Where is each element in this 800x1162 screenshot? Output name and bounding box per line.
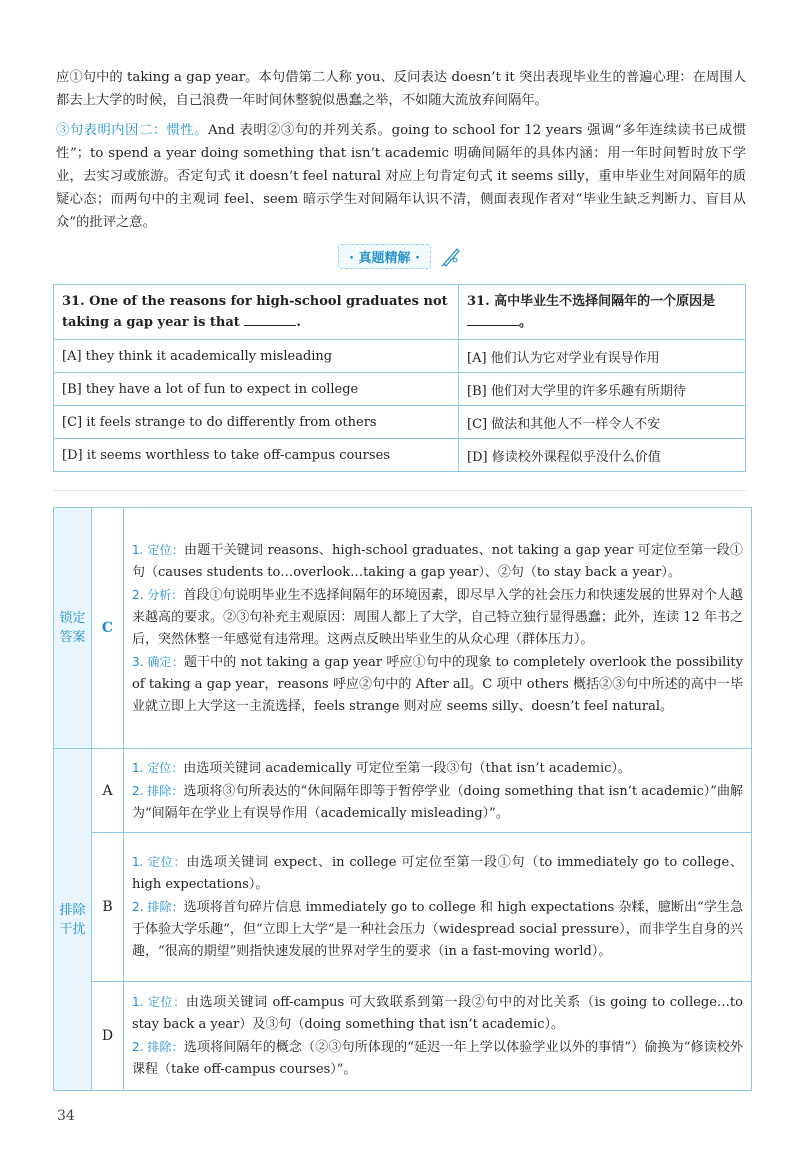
option-cn: [C] 做法和其他人不一样令人不安 (459, 406, 746, 439)
analysis-paragraph-2 (56, 119, 746, 234)
option-cn: [D] 修读校外课程似乎没什么价值 (459, 439, 746, 472)
option-row-a (54, 340, 746, 373)
exclude-content (124, 833, 752, 982)
question-table (53, 284, 746, 472)
option-cn: [B] 他们对大学里的许多乐趣有所期待 (459, 373, 746, 406)
answer-letter: C (92, 508, 124, 749)
step-text: 首段①句说明毕业生不选择间隔年的环境因素，即尽早入学的社会压力和快速发展的世界对个人越来越高的要求。②③句补充主观原因：周围人都上了大学，自己特立独行显得愚蠢；此外，连读 12 年书之后，突然休整一年感觉有违常理。这两点反映出毕业生的从众心理（群体压力）。 (132, 587, 743, 647)
exclude-row-d (54, 982, 752, 1091)
exclude-letter: B (92, 833, 124, 982)
step-text: 由选项关键词 academically 可定位至第一段③句（that isn’t academic）。 (183, 760, 631, 776)
exclude-row-b (54, 833, 752, 982)
exclude-row-a (54, 749, 752, 833)
answer-table (53, 507, 752, 1091)
step-tag: 2. 分析： (132, 587, 184, 602)
section-heading-label: · 真题精解 · (338, 244, 431, 269)
step-tag: 2. 排除： (132, 900, 184, 914)
section-heading (0, 244, 800, 271)
page-number: 34 (57, 1108, 75, 1124)
option-cn: [A] 他们认为它对学业有误导作用 (459, 340, 746, 373)
step-tag: 1. 定位： (132, 760, 184, 775)
step-tag: 1. 定位： (132, 995, 186, 1009)
analysis-lead: ③句表明内因二：惯性。 (56, 123, 209, 138)
answer-row (54, 508, 752, 749)
question-stem-row (54, 285, 746, 340)
option-en: [B] they have a lot of fun to expect in college (54, 373, 459, 406)
step-text: 由选项关键词 expect、in college 可定位至第一段①句（to immediately go to college、high expectations）。 (132, 855, 744, 892)
step-tag: 1. 定位： (132, 542, 185, 557)
option-row-d (54, 439, 746, 472)
analysis-body: And 表明②③句的并列关系。going to school for 12 years 强调“多年连续读书已成惯性”；to spend a year doing something that isn’t academic 明确间隔年的具体内涵：用一年时间暂时放下学业，去实习或旅游。否定句式 it doesn’t feel natural 对应上句肯定句式 it seems silly，重申毕业生对间隔年的质疑心态；而两句中的主观词 feel、seem 暗示学生对间隔年认识不清，侧面表现作者对“毕业生缺乏判断力、盲目从众”的批评之意。 (56, 123, 747, 230)
divider (53, 490, 746, 491)
step-text: 选项将首句碎片信息 immediately go to college 和 high expectations 杂糅，臆断出“学生急于体验大学乐趣”，但“立即上大学”是一种社会压力（widespread social pressure），而非学生自身的兴趣，“很高的期望”则指快速发展的世界对学生的要求（in a fast-moving world）。 (132, 900, 743, 959)
exclude-letter: A (92, 749, 124, 833)
step-tag: 2. 排除： (132, 783, 184, 798)
question-stem-en: 31. One of the reasons for high-school graduates not taking a gap year is that . (54, 285, 459, 340)
step-text: 选项将间隔年的概念（②③句所体现的“延迟一年上学以体验学业以外的事情”）偷换为“修读校外课程（take off-campus courses）”。 (132, 1040, 743, 1077)
exclude-content (124, 982, 752, 1091)
option-row-b (54, 373, 746, 406)
step-tag: 3. 确定： (132, 654, 184, 669)
analysis-paragraph-1: 应①句中的 taking a gap year。本句借第二人称 you、反问表达 doesn’t it 突出表现毕业生的普遍心理：在周围人都去上大学的时候，自己浪费一年时间休整貌似愚蠢之举，不如随大流放弃间隔年。 (56, 70, 746, 108)
step-text: 由题干关键词 reasons、high-school graduates、not taking a gap year 可定位至第一段①句（causes students to…overlook…taking a gap year）、②句（to stay back a year）。 (132, 542, 743, 580)
pen-icon (440, 245, 462, 271)
step-tag: 2. 排除： (132, 1040, 184, 1054)
option-row-c (54, 406, 746, 439)
answer-content (124, 508, 752, 749)
step-text: 选项将③句所表达的“休间隔年即等于暂停学业（doing something that isn’t academic）”曲解为“间隔年在学业上有误导作用（academically misleading）”。 (132, 783, 744, 821)
option-en: [C] it feels strange to do differently from others (54, 406, 459, 439)
step-tag: 1. 定位： (132, 855, 187, 869)
answer-label: 锁定答案 (54, 508, 92, 749)
option-en: [A] they think it academically misleading (54, 340, 459, 373)
question-stem-cn: 31. 高中毕业生不选择间隔年的一个原因是。 (459, 285, 746, 340)
option-en: [D] it seems worthless to take off-campus courses (54, 439, 459, 472)
exclude-letter: D (92, 982, 124, 1091)
step-text: 由选项关键词 off-campus 可大致联系到第一段②句中的对比关系（is going to college…to stay back a year）及③句（doing something that isn’t academic）。 (132, 995, 743, 1032)
step-text: 题干中的 not taking a gap year 呼应①句中的现象 to completely overlook the possibility of taking a gap year，reasons 呼应②句中的 After all。C 项中 others 概括②③句中所述的高中一毕业就立即上大学这一主流选择，feels strange 则对应 seems silly、doesn’t feel natural。 (132, 654, 743, 714)
exclude-label: 排除干扰 (54, 749, 92, 1091)
exclude-content (124, 749, 752, 833)
